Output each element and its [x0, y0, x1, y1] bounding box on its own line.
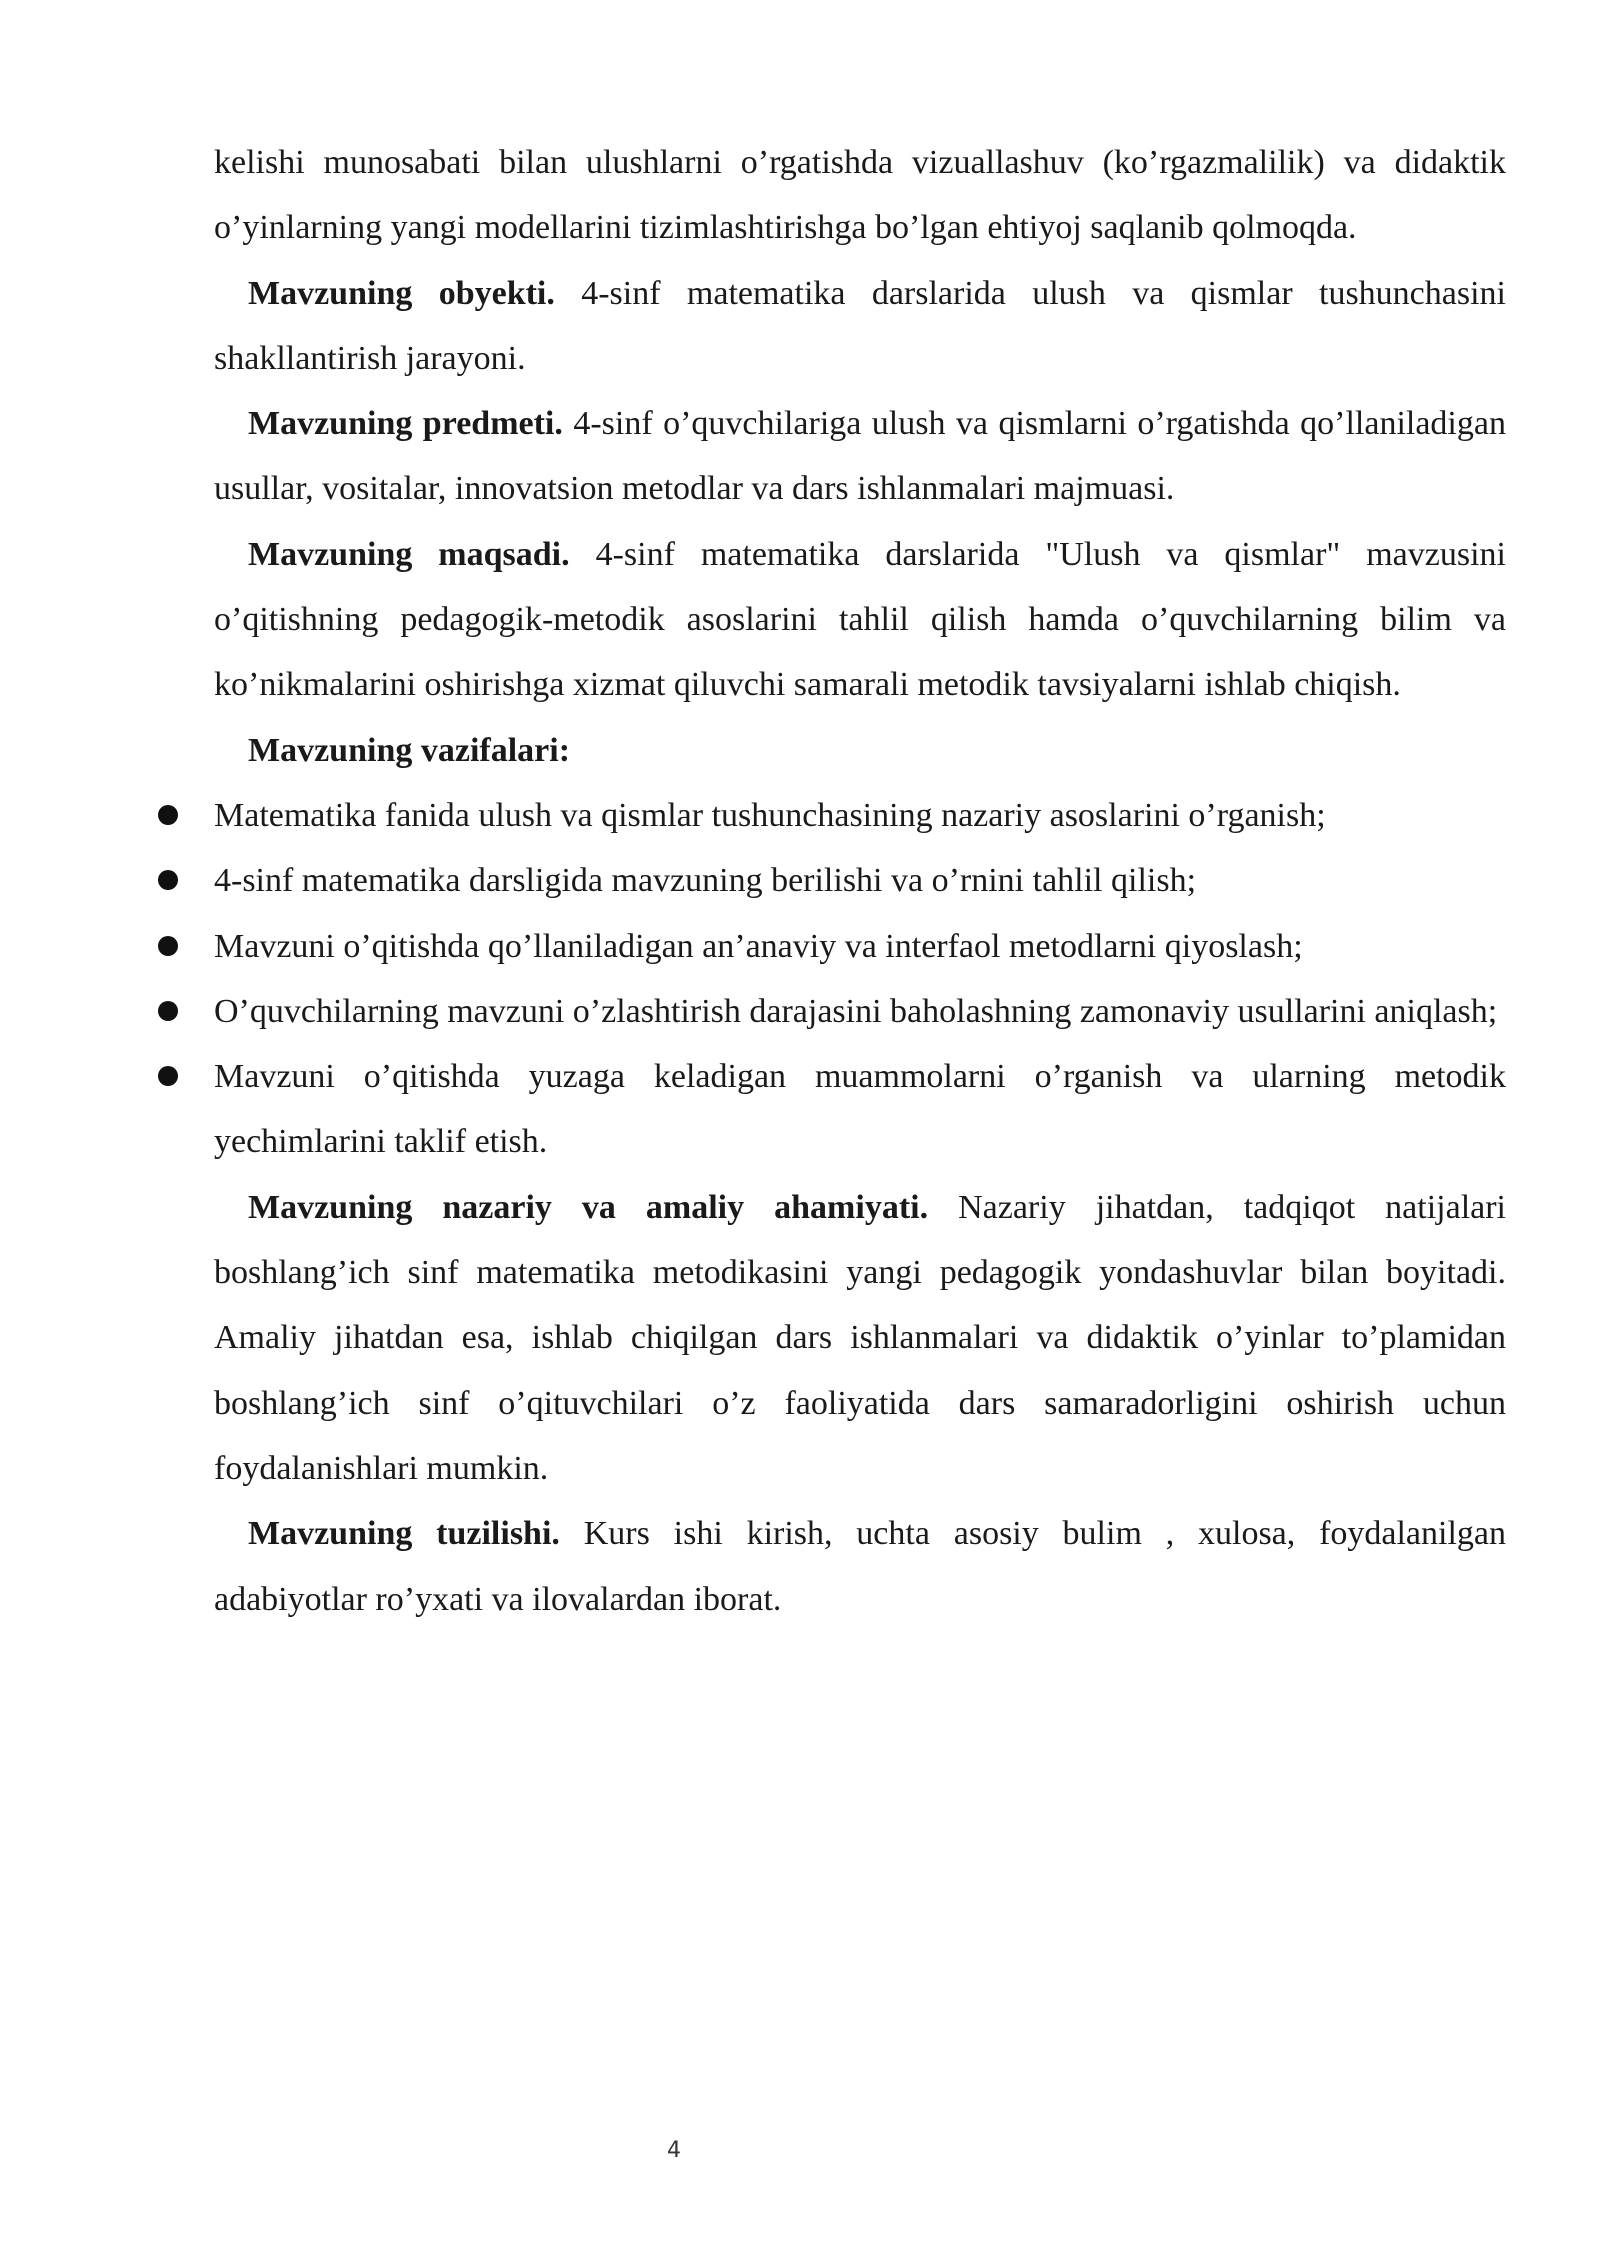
task-text: Mavzuni o’qitishda yuzaga keladigan muammolarni o’rganish va ularning metodik yechimlarini taklif etish.	[214, 1058, 1506, 1161]
page-number: 4	[667, 2138, 681, 2163]
task-text: Mavzuni o’qitishda qo’llaniladigan an’anaviy va interfaol metodlarni qiyoslash;	[214, 927, 1303, 965]
tasks-list	[214, 783, 1506, 1175]
bullet-icon	[158, 870, 178, 890]
list-item	[214, 1044, 1506, 1175]
list-item	[214, 914, 1506, 979]
object-text: 4-sinf matematika darslarida ulush va qismlar tushunchasini shakllantirish jarayoni.	[214, 274, 1506, 377]
task-text: O’quvchilarning mavzuni o’zlashtirish darajasini baholashning zamonaviy usullarini aniqlash;	[214, 992, 1498, 1030]
goal-text: 4-sinf matematika darslarida "Ulush va qismlar" mavzusini o’qitishning pedagogik-metodik asoslarini tahlil qilish hamda o’quvchilarning bilim va ko’nikmalarini oshirishga xizmat qiluvchi samarali metodik tavsiyalarni ishlab chiqish.	[214, 535, 1506, 704]
subject-text: 4-sinf o’quvchilariga ulush va qismlarni o’rgatishda qo’llaniladigan usullar, vositalar, innovatsion metodlar va dars ishlanmalari majmuasi.	[214, 405, 1506, 508]
task-text: Matematika fanida ulush va qismlar tushunchasining nazariy asoslarini o’rganish;	[214, 796, 1326, 834]
task-text: 4-sinf matematika darsligida mavzuning berilishi va o’rnini tahlil qilish;	[214, 862, 1197, 900]
list-item	[214, 979, 1506, 1044]
significance-paragraph	[214, 1175, 1506, 1501]
object-paragraph	[214, 261, 1506, 392]
significance-text: Nazariy jihatdan, tadqiqot natijalari boshlang’ich sinf matematika metodikasini yangi pedagogik yondashuvlar bilan boyitadi. Amaliy jihatdan esa, ishlab chiqilgan dars ishlanmalari va didaktik o’yinlar to’plamidan boshlang’ich sinf o’qituvchilari o’z faoliyatida dars samaradorligini oshirish uchun foydalanishlari mumkin.	[214, 1188, 1506, 1487]
structure-paragraph	[214, 1501, 1506, 1632]
subject-label: Mavzuning predmeti.	[248, 405, 563, 443]
list-item	[214, 848, 1506, 913]
subject-paragraph	[214, 391, 1506, 522]
goal-label: Mavzuning maqsadi.	[248, 535, 570, 573]
list-item	[214, 783, 1506, 848]
document-body	[214, 130, 1506, 1632]
bullet-icon	[158, 936, 178, 956]
structure-label: Mavzuning tuzilishi.	[248, 1515, 560, 1553]
intro-paragraph: kelishi munosabati bilan ulushlarni o’rgatishda vizuallashuv (ko’rgazmalilik) va didaktik o’yinlarning yangi modellarini tizimlashtirishga bo’lgan ehtiyoj saqlanib qolmoqda.	[214, 144, 1506, 247]
goal-paragraph	[214, 522, 1506, 718]
bullet-icon	[158, 1001, 178, 1021]
bullet-icon	[158, 805, 178, 825]
bullet-icon	[158, 1066, 178, 1086]
structure-text: Kurs ishi kirish, uchta asosiy bulim , xulosa, foydalanilgan adabiyotlar ro’yxati va ilovalardan iborat.	[214, 1515, 1506, 1618]
significance-label: Mavzuning nazariy va amaliy ahamiyati.	[248, 1188, 929, 1226]
object-label: Mavzuning obyekti.	[248, 274, 555, 312]
tasks-label: Mavzuning vazifalari:	[248, 731, 571, 769]
tasks-heading	[214, 718, 1506, 783]
